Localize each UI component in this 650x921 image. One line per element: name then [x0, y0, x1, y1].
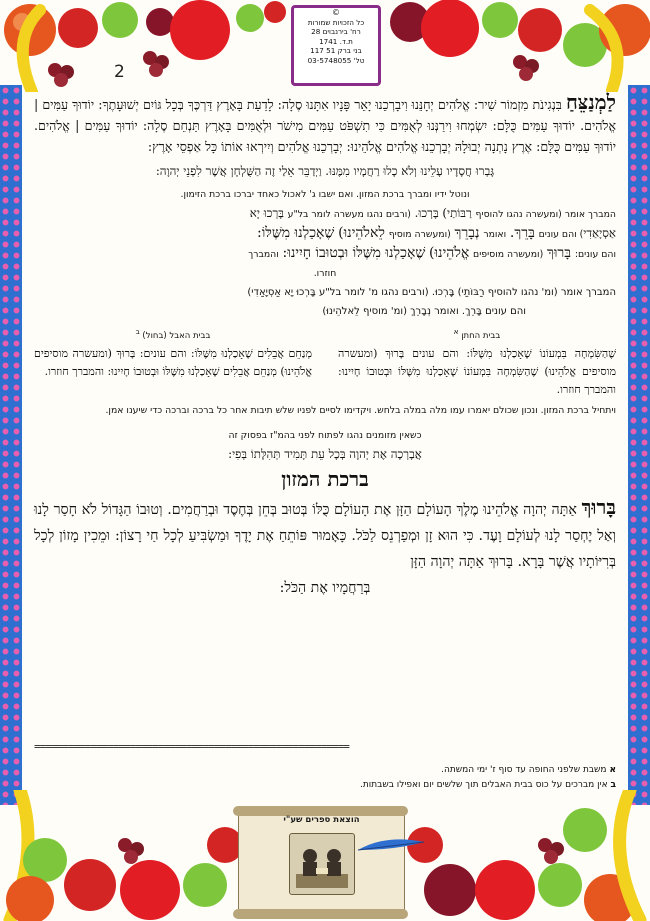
footnote-mark: ב	[135, 327, 140, 336]
footnote-mark: א	[453, 327, 459, 336]
zimun-word: שֶׁאָכַלְנוּ מִשֶּׁלּוֹ:	[257, 225, 335, 241]
address-line: רח' בירנבוים 28	[311, 27, 361, 36]
pobox-line: ת.ד. 1741	[319, 36, 353, 46]
zimun-word: אֱלֹהֵינוּ)	[429, 245, 470, 261]
section-title: ברכת המזון	[281, 466, 369, 491]
scholars-icon	[290, 834, 354, 894]
zimun-alt-line-1: המברך אומר (ומ' נהגו להוסיף רַבּוֹתַי) בָּרְכוּ. (ורבים נהגו מ' לומר בל"ע בָּרְכוּ יָא אַסְיָאַדִי)	[247, 287, 616, 298]
zimun-note: והם עונים:	[574, 249, 616, 260]
psalm-67	[34, 92, 616, 157]
zimun-alt-line-2: והם עונים בָּרֵךְ. ואומר נְבָרֵךְ (ומ' מוסיף לֵאלֹהֵינוּ)	[322, 306, 526, 317]
blessing-text: אַתָּה יְהוָה אֱלֹהֵינוּ מֶלֶךְ הָעוֹלָם הַזָּן אֶת הָעוֹלָם כֻּלּוֹ בְּטוּב בְּחֵן בְּחֶסֶד וּבְרַחֲמִים. וְטוּבוֹ הַגָּדוֹל לֹא חָסַר לָנוּ וְאַל יֶחְסַר לָנוּ לְעוֹלָם וָעֶד. כִּי הוּא זָן וּמְפַרְנֵס לַכֹּל. כָּאָמוּר פּוֹתֵחַ אֶת יָדֶךָ וּמַשְׂבִּיעַ לְכָל חַי רָצוֹן: וּמֵכִין מָזוֹן לְכָל בְּרִיּוֹתָיו אֲשֶׁר בָּרָא. בָּרוּךְ אַתָּה יְהוָה הַזָּן	[34, 501, 616, 570]
first-blessing	[34, 494, 616, 575]
zimun-note: והמברך	[248, 249, 279, 260]
zimun-note: ) והם עונים	[538, 229, 584, 240]
divider-line: ========================================================	[34, 740, 349, 753]
blessing-opening-word: בָּרוּךְ	[581, 494, 616, 519]
zimun-note: המברך אומר (ומעשרה נהגו להוסיף	[475, 209, 616, 220]
groom-column	[338, 323, 616, 399]
zimun-word: בָּרֵךְ.	[509, 225, 535, 241]
zimun-word: בָּרוּךְ	[546, 245, 572, 261]
publisher-emblem	[238, 810, 405, 915]
groom-heading	[338, 323, 616, 345]
footnote-1	[34, 763, 616, 778]
verse-line: גָּבְרוּ חֲסָדָיו עָלֵינוּ וְלֹא כָלוּ רַחֲמָיו מִמֶּנּוּ. וַיְדַבֵּר אֵלַי זֶה הַשֻּׁלְחָן אֲשֶׁר לִפְנֵי יְהוָה:	[155, 164, 495, 178]
groom-heading-text: בבית החתן	[461, 330, 501, 341]
zimun-line-4: חוזרו.	[313, 268, 337, 279]
pasuk-line: אֲבָרְכָה אֶת יְהוָה בְּכָל עֵת תָּמִיד תְּהִלָּתוֹ בְּפִי:	[228, 446, 422, 461]
footnote-mark: א	[609, 765, 616, 775]
blessing-last-line: בְּרַחֲמָיו אֶת הַכֹּל:	[279, 579, 371, 596]
mourner-text: מְנַחֵם אֲבֵלִים שֶׁאָכַלְנוּ מִשֶּׁלּוֹ: והם עונים: בָּרוּךְ (ומעשרה מוסיפים אֱלֹהֵינוּ) מְנַחֵם אֲבֵלִים שֶׁאָכַלְנוּ מִשֶּׁלּוֹ וּבְטוּבוֹ חָיִינוּ: והמברך חוזרו.	[34, 346, 312, 378]
wash-note: ונוטל ידיו ומברך ברכת המזון. ואם ישבו ג' לאכול כאחד יברכו ברכת הזימון.	[180, 189, 470, 200]
zimun-word: נְבָרֵךְ	[454, 225, 480, 241]
zimun-note: (ומעשרה מוסיפים	[473, 249, 544, 260]
occasion-columns	[34, 323, 616, 399]
footnote-text: אין מברכים על כוס בבית האבלים תוך שלשים יום ואפילו בשבתות.	[359, 780, 608, 790]
mourner-heading	[34, 323, 312, 345]
no-zimun-note: כשאין מזומנים נהגו לפתוח לפני בהמ"ז בפסוק זה	[228, 429, 422, 441]
city-line: בני ברק 51 117	[310, 46, 362, 55]
begin-note: ויתחיל ברכת המזון. ונכון שכולם יאמרו עמו מלה במלה בלחש. ויקדימו לסיים לפניו שלש תיבות אחר כל ברכה וברכה כדי שיענו אמן.	[105, 404, 616, 416]
groom-text: שֶׁהַשִּׂמְחָה בִּמְעוֹנוֹ שֶׁאָכַלְנוּ מִשֶּׁלּוֹ: והם עונים בָּרוּךְ (ומעשרה מוסיפים אֱלֹהֵינוּ) שֶׁהַשִּׂמְחָה בִּמְעוֹנוֹ שֶׁאָכַלְנוּ מִשֶּׁלּוֹ וּבְטוּבוֹ חָיִינוּ: והמברך חוזרו.	[338, 346, 616, 396]
psalm-text: בִּנְגִינֹת מִזְמוֹר שִׁיר: אֱלֹהִים יְחָנֵּנוּ וִיבָרְכֵנוּ יָאֵר פָּנָיו אִתָּנוּ סֶלָה: לָדַעַת בָּאָרֶץ דַּרְכֶּךָ בְּכָל גּוֹיִם יְשׁוּעָתֶךָ: יוֹדוּךָ עַמִּים | אֱלֹהִים. יוֹדוּךָ עַמִּים כֻּלָּם: יִשְׂמְחוּ וִירַנְּנוּ לְאֻמִּים כִּי תִשְׁפֹּט עַמִּים מִישֹׁר וּלְאֻמִּים בָּאָרֶץ תַּנְחֵם סֶלָה: יוֹדוּךָ עַמִּים | אֱלֹהִים. יוֹדוּךָ עַמִּים כֻּלָּם: אֶרֶץ נָתְנָה יְבוּלָהּ יְבָרְכֵנוּ אֱלֹהִים אֱלֹהֵינוּ: יְבָרְכֵנוּ אֱלֹהִים וְיִירְאוּ אוֹתוֹ כָּל אַפְסֵי אָרֶץ:	[34, 97, 616, 154]
zimun-word: בָּרְכוּ יָא	[249, 206, 284, 220]
mourner-column	[34, 323, 312, 399]
zimun-word: בָּרְכוּ.	[414, 206, 439, 220]
zimun-word: לֵאלֹהֵינוּ)	[338, 225, 385, 241]
zimun-word: רַבּוֹתַי	[447, 206, 472, 220]
zimun-word: שֶׁאָכַלְנוּ מִשֶּׁלּוֹ וּבְטוּבוֹ חָיִינוּ:	[282, 245, 426, 261]
footnote-mark: ב	[610, 780, 616, 790]
zimun-line-2	[34, 224, 616, 244]
quill-icon	[356, 838, 426, 852]
mourner-heading-text: בבית האבל (בחול)	[142, 330, 211, 341]
right-polka-strip	[628, 85, 650, 805]
copyright-icon: ©	[332, 8, 340, 17]
zimun-line-1: המברך אומר (ומעשרה נהגו להוסיף רַבּוֹתַי) בָּרְכוּ. (ורבים נהגו מעשרה לומר בל"ע בָּרְכוּ יָא	[249, 206, 616, 220]
zimun-note: (ומעשרה מוסיף	[388, 229, 451, 240]
zimun-note: (ורבים נהגו מעשרה לומר בל"ע	[287, 209, 411, 220]
psalm-opening-word: לַמְנַצֵּחַ	[565, 90, 616, 114]
emblem-label: הוצאת ספרים שע"י	[283, 815, 360, 825]
zimun-word: אַסְיָאַדִי	[583, 226, 616, 240]
emblem-illustration	[289, 833, 355, 895]
main-text	[34, 92, 616, 601]
phone-line: טל' 03-5748055	[307, 55, 365, 65]
footnotes	[34, 763, 616, 793]
footnote-text: משבת שלפני החופה עד סוף ז' ימי המשתה.	[441, 765, 607, 775]
left-polka-strip	[0, 85, 22, 805]
copyright-line: כל הזכויות שמורות	[307, 17, 365, 27]
zimun-line-3	[34, 244, 616, 264]
footnote-2	[34, 778, 616, 793]
copyright-box	[291, 5, 381, 86]
page-number: 2	[114, 62, 125, 82]
scroll-roll-bottom	[233, 909, 408, 919]
zimun-note: ואומר	[483, 229, 507, 240]
